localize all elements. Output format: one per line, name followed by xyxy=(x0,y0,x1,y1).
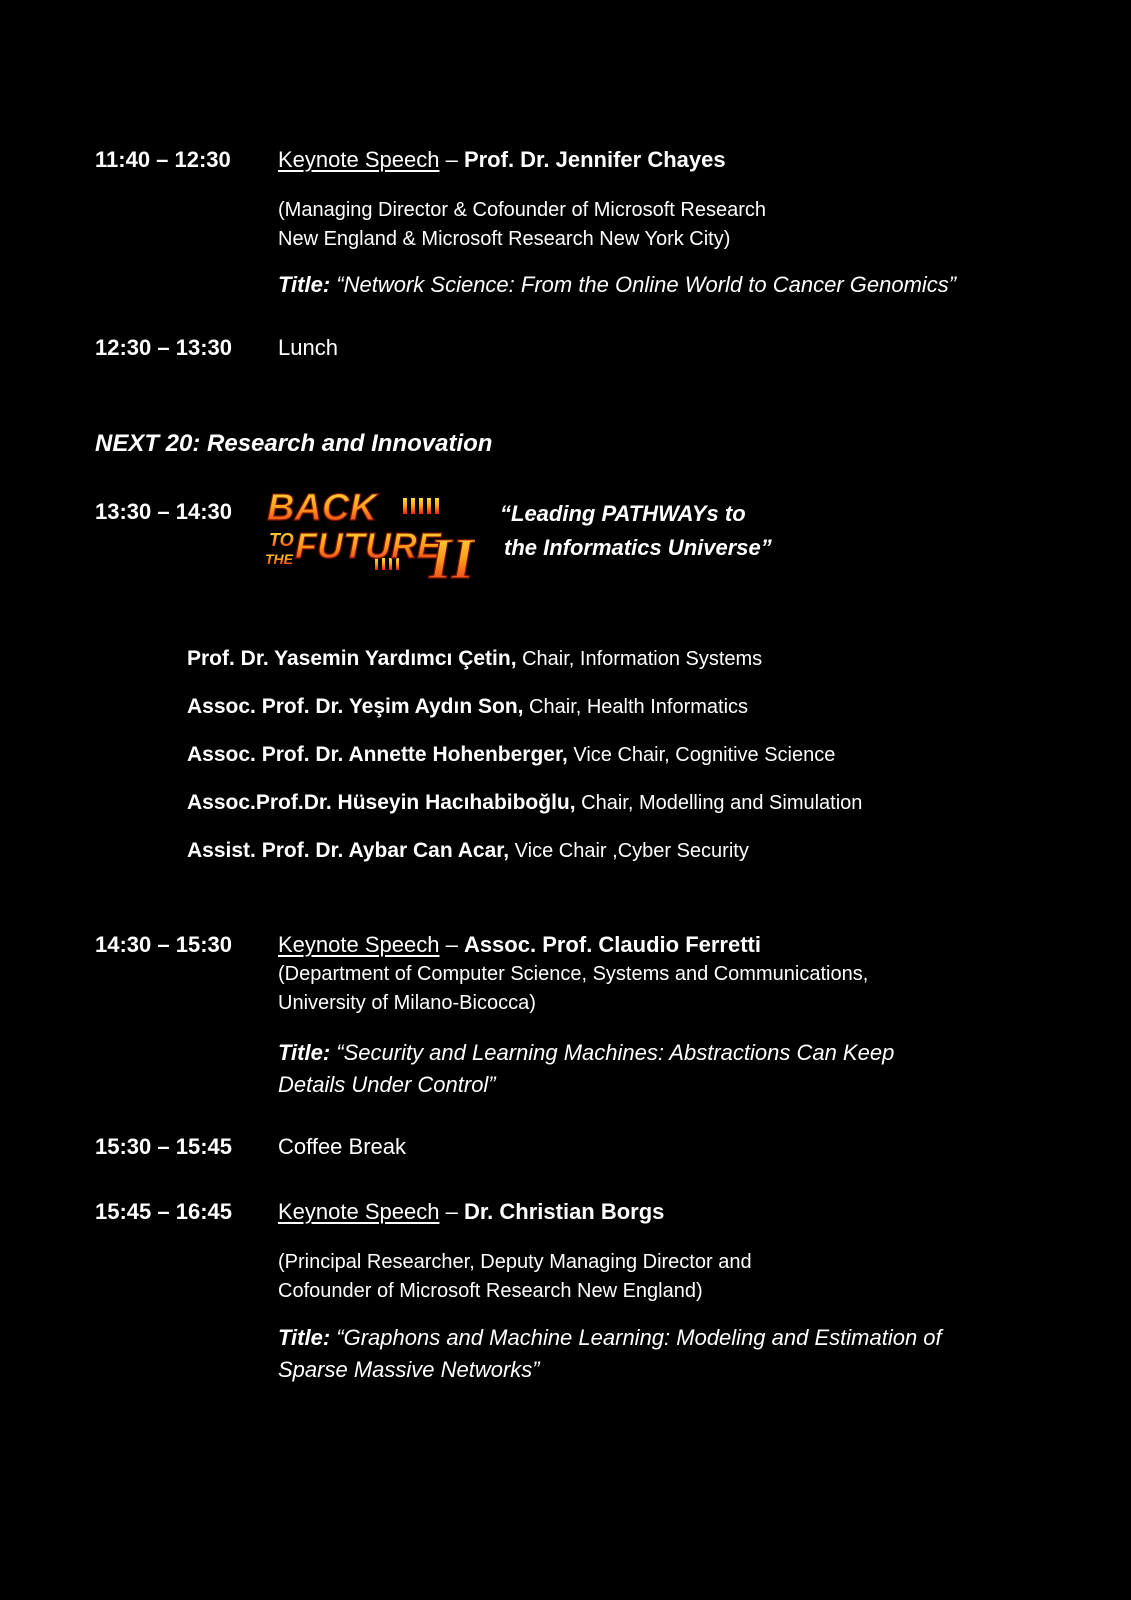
panelist xyxy=(187,791,862,815)
speaker-affiliation xyxy=(278,196,766,254)
affiliation-line: Cofounder of Microsoft Research New England) xyxy=(278,1280,703,1302)
speaker-name: Assoc. Prof. Claudio Ferretti xyxy=(463,932,761,957)
logo-the: THE xyxy=(265,551,293,567)
logo-to: TO xyxy=(269,530,294,550)
session-label: Lunch xyxy=(278,335,338,360)
panelist-role: Vice Chair ,Cyber Security xyxy=(509,840,749,862)
dash: – xyxy=(439,932,464,957)
title-text: Details Under Control” xyxy=(278,1072,496,1097)
panelist-name: Assoc.Prof.Dr. Hüseyin Hacıhabiboğlu, xyxy=(187,791,576,814)
title-label: Title: xyxy=(278,1325,331,1350)
panelist xyxy=(187,743,835,767)
session-time: 14:30 – 15:30 xyxy=(95,932,232,957)
title-label: Title: xyxy=(278,1040,331,1065)
session-heading xyxy=(278,1199,664,1225)
title-text: “Graphons and Machine Learning: Modeling and Estimation of xyxy=(330,1325,942,1350)
logo-numeral: II xyxy=(429,526,475,588)
quote-line: the Informatics Universe” xyxy=(504,535,772,560)
panelist xyxy=(187,647,762,671)
section-heading: NEXT 20: Research and Innovation xyxy=(95,430,493,457)
logo-back: BACK xyxy=(267,487,377,529)
session-label: Coffee Break xyxy=(278,1134,407,1159)
session-time: 12:30 – 13:30 xyxy=(95,335,232,360)
panelist-name: Prof. Dr. Yasemin Yardımcı Çetin, xyxy=(187,647,517,670)
session-time: 15:30 – 15:45 xyxy=(95,1134,232,1159)
session-time: 11:40 – 12:30 xyxy=(95,147,231,172)
panelist-name: Assist. Prof. Dr. Aybar Can Acar, xyxy=(187,839,510,862)
title-text: Sparse Massive Networks” xyxy=(278,1357,540,1382)
keynote-link[interactable]: Keynote Speech xyxy=(278,147,440,172)
talk-title xyxy=(278,272,956,298)
affiliation-line: (Department of Computer Science, Systems and Communications, xyxy=(278,963,869,985)
panelist-name: Assoc. Prof. Dr. Yeşim Aydın Son, xyxy=(187,695,524,718)
session-heading xyxy=(278,932,761,958)
panelist-role: Chair, Health Informatics xyxy=(523,696,749,718)
title-text: “Security and Learning Machines: Abstractions Can Keep xyxy=(330,1040,895,1065)
session-time: 15:45 – 16:45 xyxy=(95,1199,232,1224)
panelist-name: Assoc. Prof. Dr. Annette Hohenberger, xyxy=(187,743,568,766)
keynote-link[interactable]: Keynote Speech xyxy=(278,1199,440,1224)
speaker-name: Dr. Christian Borgs xyxy=(463,1199,665,1224)
talk-title xyxy=(278,1322,942,1386)
logo-future: FUTURE xyxy=(295,525,441,566)
session-time: 13:30 – 14:30 xyxy=(95,499,232,524)
session-heading xyxy=(278,147,726,173)
talk-title xyxy=(278,1037,894,1101)
speaker-affiliation xyxy=(278,1248,752,1306)
affiliation-line: (Managing Director & Cofounder of Microsoft Research xyxy=(278,199,766,221)
speaker-name: Prof. Dr. Jennifer Chayes xyxy=(463,147,726,172)
dash: – xyxy=(439,147,464,172)
title-text: “Network Science: From the Online World to Cancer Genomics” xyxy=(330,272,957,297)
affiliation-line: University of Milano-Bicocca) xyxy=(278,992,536,1014)
quote-line: “Leading PATHWAYs to xyxy=(500,501,746,526)
back-to-the-future-logo xyxy=(263,484,475,588)
section-quote xyxy=(500,497,772,565)
panelist-role: Chair, Information Systems xyxy=(516,648,763,670)
keynote-link[interactable]: Keynote Speech xyxy=(278,932,440,957)
panelist xyxy=(187,839,749,863)
panelist xyxy=(187,695,748,719)
panelist-role: Vice Chair, Cognitive Science xyxy=(567,744,836,766)
speaker-affiliation xyxy=(278,960,868,1018)
dash: – xyxy=(439,1199,464,1224)
affiliation-line: (Principal Researcher, Deputy Managing Director and xyxy=(278,1251,752,1273)
panelist-role: Chair, Modelling and Simulation xyxy=(575,792,863,814)
affiliation-line: New England & Microsoft Research New York City) xyxy=(278,228,731,250)
title-label: Title: xyxy=(278,272,331,297)
